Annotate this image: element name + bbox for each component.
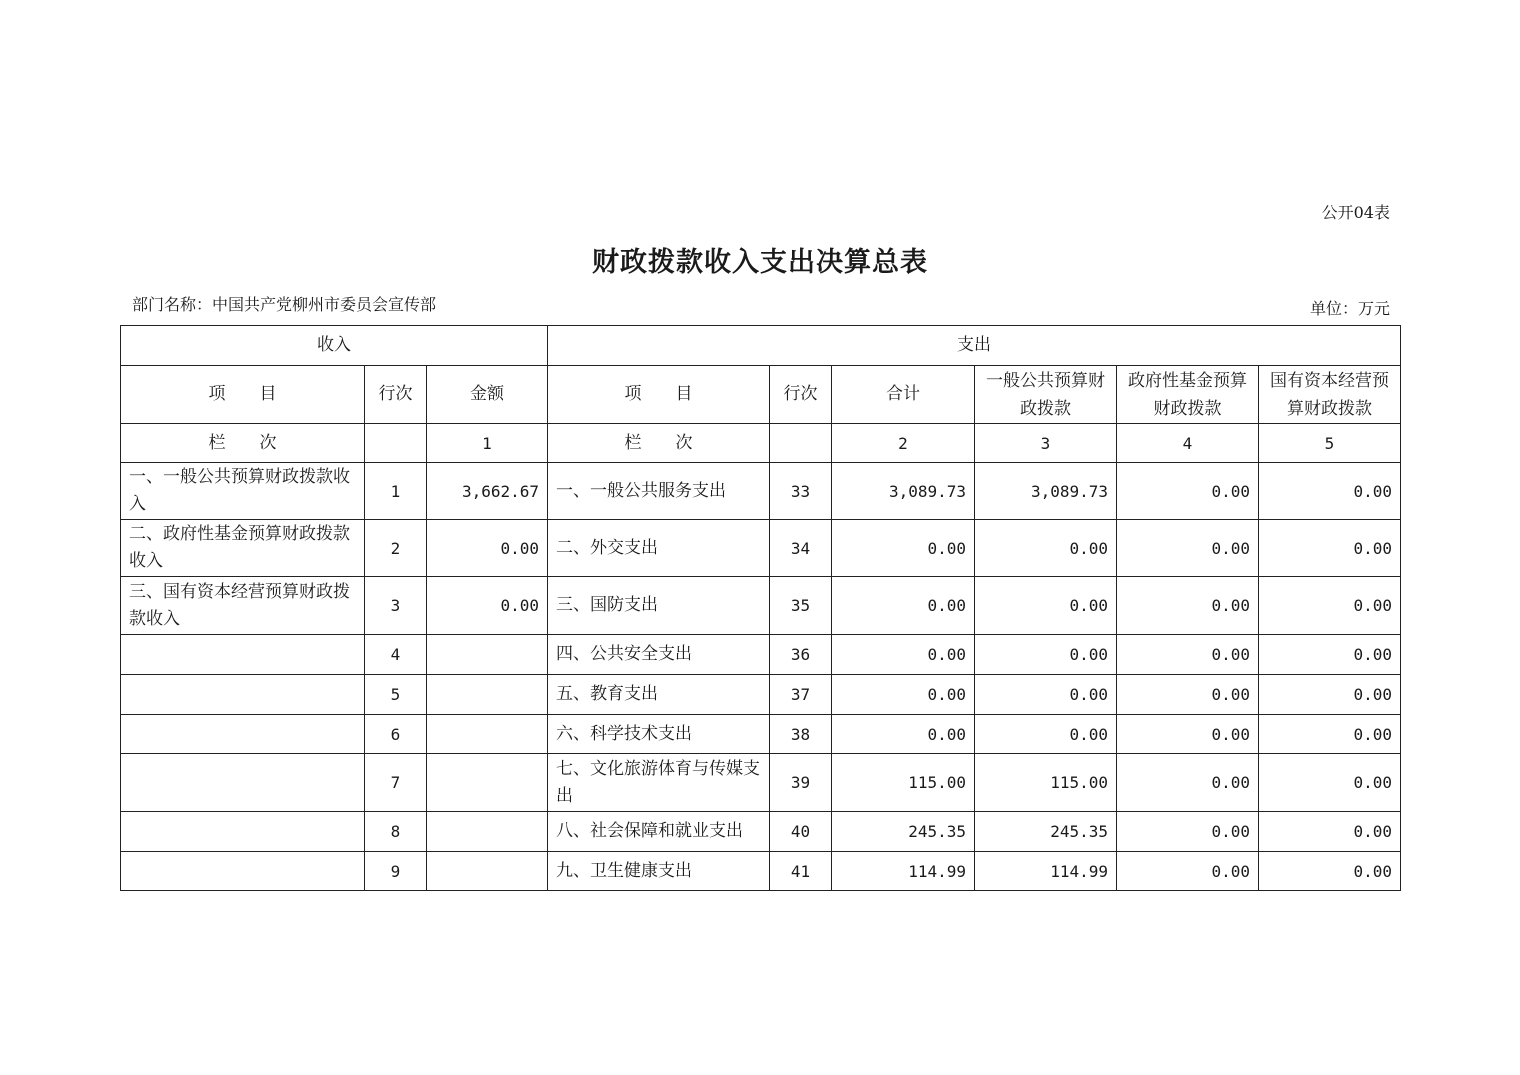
general-budget-cell: 0.00 xyxy=(975,577,1117,635)
income-amount-cell: 3,662.67 xyxy=(427,463,548,520)
column-header-row xyxy=(121,366,1401,424)
income-amount-cell xyxy=(427,812,548,852)
state-capital-cell: 0.00 xyxy=(1259,635,1401,675)
table-row xyxy=(121,577,1401,635)
table-row xyxy=(121,812,1401,852)
general-budget-cell: 115.00 xyxy=(975,754,1117,812)
income-amount-cell xyxy=(427,635,548,675)
expense-item-cell: 三、国防支出 xyxy=(548,577,770,635)
expense-row-no-cell: 41 xyxy=(770,852,832,891)
column-label: 栏 次 xyxy=(121,424,365,463)
income-item-cell: 三、国有资本经营预算财政拨款收入 xyxy=(121,577,365,635)
total-cell: 0.00 xyxy=(832,635,975,675)
expense-header: 支出 xyxy=(548,326,1401,366)
total-cell: 245.35 xyxy=(832,812,975,852)
column-number-4: 4 xyxy=(1117,424,1259,463)
expense-item-cell: 七、文化旅游体育与传媒支出 xyxy=(548,754,770,812)
state-capital-cell: 0.00 xyxy=(1259,812,1401,852)
table-row xyxy=(121,754,1401,812)
gov-fund-cell: 0.00 xyxy=(1117,520,1259,577)
expense-item-cell: 八、社会保障和就业支出 xyxy=(548,812,770,852)
general-budget-cell: 0.00 xyxy=(975,675,1117,715)
income-row-no-cell: 7 xyxy=(365,754,427,812)
expense-row-no-cell: 36 xyxy=(770,635,832,675)
state-capital-cell: 0.00 xyxy=(1259,675,1401,715)
table-row xyxy=(121,635,1401,675)
expense-row-no-cell: 40 xyxy=(770,812,832,852)
expense-item-header: 项 目 xyxy=(548,366,770,424)
income-amount-cell: 0.00 xyxy=(427,577,548,635)
total-cell: 0.00 xyxy=(832,520,975,577)
income-header: 收入 xyxy=(121,326,548,366)
expense-item-cell: 四、公共安全支出 xyxy=(548,635,770,675)
expense-row-no-cell: 33 xyxy=(770,463,832,520)
total-cell: 0.00 xyxy=(832,675,975,715)
table-row xyxy=(121,715,1401,754)
state-capital-cell: 0.00 xyxy=(1259,577,1401,635)
income-item-cell: 二、政府性基金预算财政拨款收入 xyxy=(121,520,365,577)
state-capital-cell: 0.00 xyxy=(1259,754,1401,812)
income-row-no-cell: 6 xyxy=(365,715,427,754)
income-row-no-cell: 4 xyxy=(365,635,427,675)
income-amount-cell xyxy=(427,675,548,715)
general-budget-cell: 0.00 xyxy=(975,635,1117,675)
total-cell: 115.00 xyxy=(832,754,975,812)
state-capital-header: 国有资本经营预算财政拨款 xyxy=(1259,366,1401,424)
income-amount-cell xyxy=(427,852,548,891)
column-number-2: 2 xyxy=(832,424,975,463)
expense-row-no-cell: 34 xyxy=(770,520,832,577)
column-number-3: 3 xyxy=(975,424,1117,463)
income-amount-header: 金额 xyxy=(427,366,548,424)
page-title: 财政拨款收入支出决算总表 xyxy=(592,247,928,278)
general-budget-cell: 245.35 xyxy=(975,812,1117,852)
state-capital-cell: 0.00 xyxy=(1259,852,1401,891)
total-cell: 0.00 xyxy=(832,715,975,754)
income-row-no-header: 行次 xyxy=(365,366,427,424)
income-row-no-cell: 5 xyxy=(365,675,427,715)
income-row-no-cell: 8 xyxy=(365,812,427,852)
table-row xyxy=(121,520,1401,577)
income-item-cell xyxy=(121,715,365,754)
gov-fund-cell: 0.00 xyxy=(1117,812,1259,852)
column-number-row xyxy=(121,424,1401,463)
state-capital-cell: 0.00 xyxy=(1259,520,1401,577)
gov-fund-cell: 0.00 xyxy=(1117,852,1259,891)
general-budget-cell: 3,089.73 xyxy=(975,463,1117,520)
income-item-cell xyxy=(121,852,365,891)
column-blank xyxy=(365,424,427,463)
expense-row-no-cell: 35 xyxy=(770,577,832,635)
total-cell: 3,089.73 xyxy=(832,463,975,520)
income-row-no-cell: 2 xyxy=(365,520,427,577)
expense-item-cell: 一、一般公共服务支出 xyxy=(548,463,770,520)
gov-fund-cell: 0.00 xyxy=(1117,635,1259,675)
table-row xyxy=(121,463,1401,520)
expense-row-no-cell: 38 xyxy=(770,715,832,754)
income-item-cell: 一、一般公共预算财政拨款收入 xyxy=(121,463,365,520)
gov-fund-cell: 0.00 xyxy=(1117,715,1259,754)
column-blank-2 xyxy=(770,424,832,463)
income-item-cell xyxy=(121,635,365,675)
general-budget-header: 一般公共预算财政拨款 xyxy=(975,366,1117,424)
column-number-1: 1 xyxy=(427,424,548,463)
state-capital-cell: 0.00 xyxy=(1259,463,1401,520)
column-label-2: 栏 次 xyxy=(548,424,770,463)
state-capital-cell: 0.00 xyxy=(1259,715,1401,754)
income-item-cell xyxy=(121,754,365,812)
expense-item-cell: 二、外交支出 xyxy=(548,520,770,577)
gov-fund-cell: 0.00 xyxy=(1117,463,1259,520)
expense-row-no-cell: 39 xyxy=(770,754,832,812)
unit-label: 单位：万元 xyxy=(1309,299,1390,318)
income-row-no-cell: 1 xyxy=(365,463,427,520)
table-row xyxy=(121,852,1401,891)
general-budget-cell: 114.99 xyxy=(975,852,1117,891)
fiscal-table xyxy=(120,325,1401,891)
form-code: 公开04表 xyxy=(1321,203,1390,222)
table-row xyxy=(121,675,1401,715)
expense-item-cell: 六、科学技术支出 xyxy=(548,715,770,754)
general-budget-cell: 0.00 xyxy=(975,520,1117,577)
general-budget-cell: 0.00 xyxy=(975,715,1117,754)
income-row-no-cell: 9 xyxy=(365,852,427,891)
total-cell: 114.99 xyxy=(832,852,975,891)
gov-fund-cell: 0.00 xyxy=(1117,577,1259,635)
total-cell: 0.00 xyxy=(832,577,975,635)
gov-fund-cell: 0.00 xyxy=(1117,754,1259,812)
department-name: 部门名称：中国共产党柳州市委员会宣传部 xyxy=(132,295,437,314)
income-item-header: 项 目 xyxy=(121,366,365,424)
gov-fund-header: 政府性基金预算财政拨款 xyxy=(1117,366,1259,424)
expense-item-cell: 五、教育支出 xyxy=(548,675,770,715)
income-amount-cell: 0.00 xyxy=(427,520,548,577)
section-header-row xyxy=(121,326,1401,366)
column-number-5: 5 xyxy=(1259,424,1401,463)
income-amount-cell xyxy=(427,715,548,754)
total-header: 合计 xyxy=(832,366,975,424)
gov-fund-cell: 0.00 xyxy=(1117,675,1259,715)
expense-item-cell: 九、卫生健康支出 xyxy=(548,852,770,891)
expense-row-no-cell: 37 xyxy=(770,675,832,715)
expense-row-no-header: 行次 xyxy=(770,366,832,424)
income-item-cell xyxy=(121,812,365,852)
income-item-cell xyxy=(121,675,365,715)
income-row-no-cell: 3 xyxy=(365,577,427,635)
income-amount-cell xyxy=(427,754,548,812)
